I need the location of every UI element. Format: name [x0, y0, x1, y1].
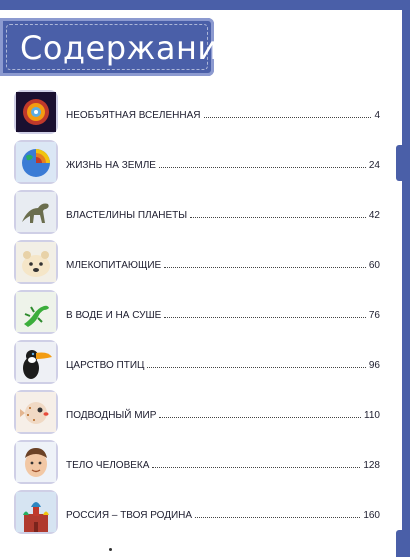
toc-item-title: В ВОДЕ И НА СУШЕ: [66, 310, 162, 321]
pufferfish-icon: [14, 390, 58, 434]
toc-item-title: МЛЕКОПИТАЮЩИЕ: [66, 260, 162, 271]
leader-dots: [164, 317, 366, 318]
toc-item[interactable]: [0, 90, 400, 136]
toc-item[interactable]: [0, 240, 400, 286]
toc-item-title: ПОДВОДНЫЙ МИР: [66, 410, 157, 421]
nebula-icon: [14, 90, 58, 134]
toc-item-page: 60: [368, 260, 380, 271]
mammal-icon: [14, 240, 58, 284]
leader-dots: [164, 267, 366, 268]
toc-item-page: 160: [363, 510, 380, 521]
title-banner: [0, 18, 239, 76]
leader-dots: [190, 217, 366, 218]
toc-item-title: НЕОБЪЯТНАЯ ВСЕЛЕННАЯ: [66, 110, 201, 121]
page-title: Содержание: [20, 29, 239, 67]
page-frame-right: [402, 0, 410, 557]
toc-item[interactable]: [0, 340, 400, 386]
toc-item[interactable]: [0, 140, 400, 186]
toc-item-page: 128: [363, 460, 380, 471]
toc-item-title: ВЛАСТЕЛИНЫ ПЛАНЕТЫ: [66, 210, 188, 221]
toc-item-page: 4: [374, 110, 380, 121]
earth-layers-icon: [14, 140, 58, 184]
leader-dots: [159, 167, 366, 168]
lizard-icon: [14, 290, 58, 334]
bottom-dot: [109, 548, 112, 551]
toc-item-page: 110: [364, 410, 380, 421]
leader-dots: [152, 467, 360, 468]
dinosaur-icon: [14, 190, 58, 234]
toc-item-title: РОССИЯ – ТВОЯ РОДИНА: [66, 510, 193, 521]
toc-item-title: ЦАРСТВО ПТИЦ: [66, 360, 145, 371]
toc-item-page: 76: [368, 310, 380, 321]
leader-dots: [147, 367, 365, 368]
leader-dots: [195, 517, 360, 518]
page-frame-top: [0, 0, 410, 10]
child-face-icon: [14, 440, 58, 484]
toc-item-page: 24: [368, 160, 380, 171]
leader-dots: [204, 117, 372, 118]
toucan-icon: [14, 340, 58, 384]
toc-item-page: 96: [368, 360, 380, 371]
toc-item[interactable]: [0, 490, 400, 536]
toc-item[interactable]: [0, 440, 400, 486]
toc-item[interactable]: [0, 290, 400, 336]
toc-item-title: ТЕЛО ЧЕЛОВЕКА: [66, 460, 150, 471]
toc-item[interactable]: [0, 190, 400, 236]
leader-dots: [159, 417, 361, 418]
toc-item-page: 42: [368, 210, 380, 221]
cathedral-icon: [14, 490, 58, 534]
toc-item[interactable]: [0, 390, 400, 436]
toc-item-title: ЖИЗНЬ НА ЗЕМЛЕ: [66, 160, 156, 171]
